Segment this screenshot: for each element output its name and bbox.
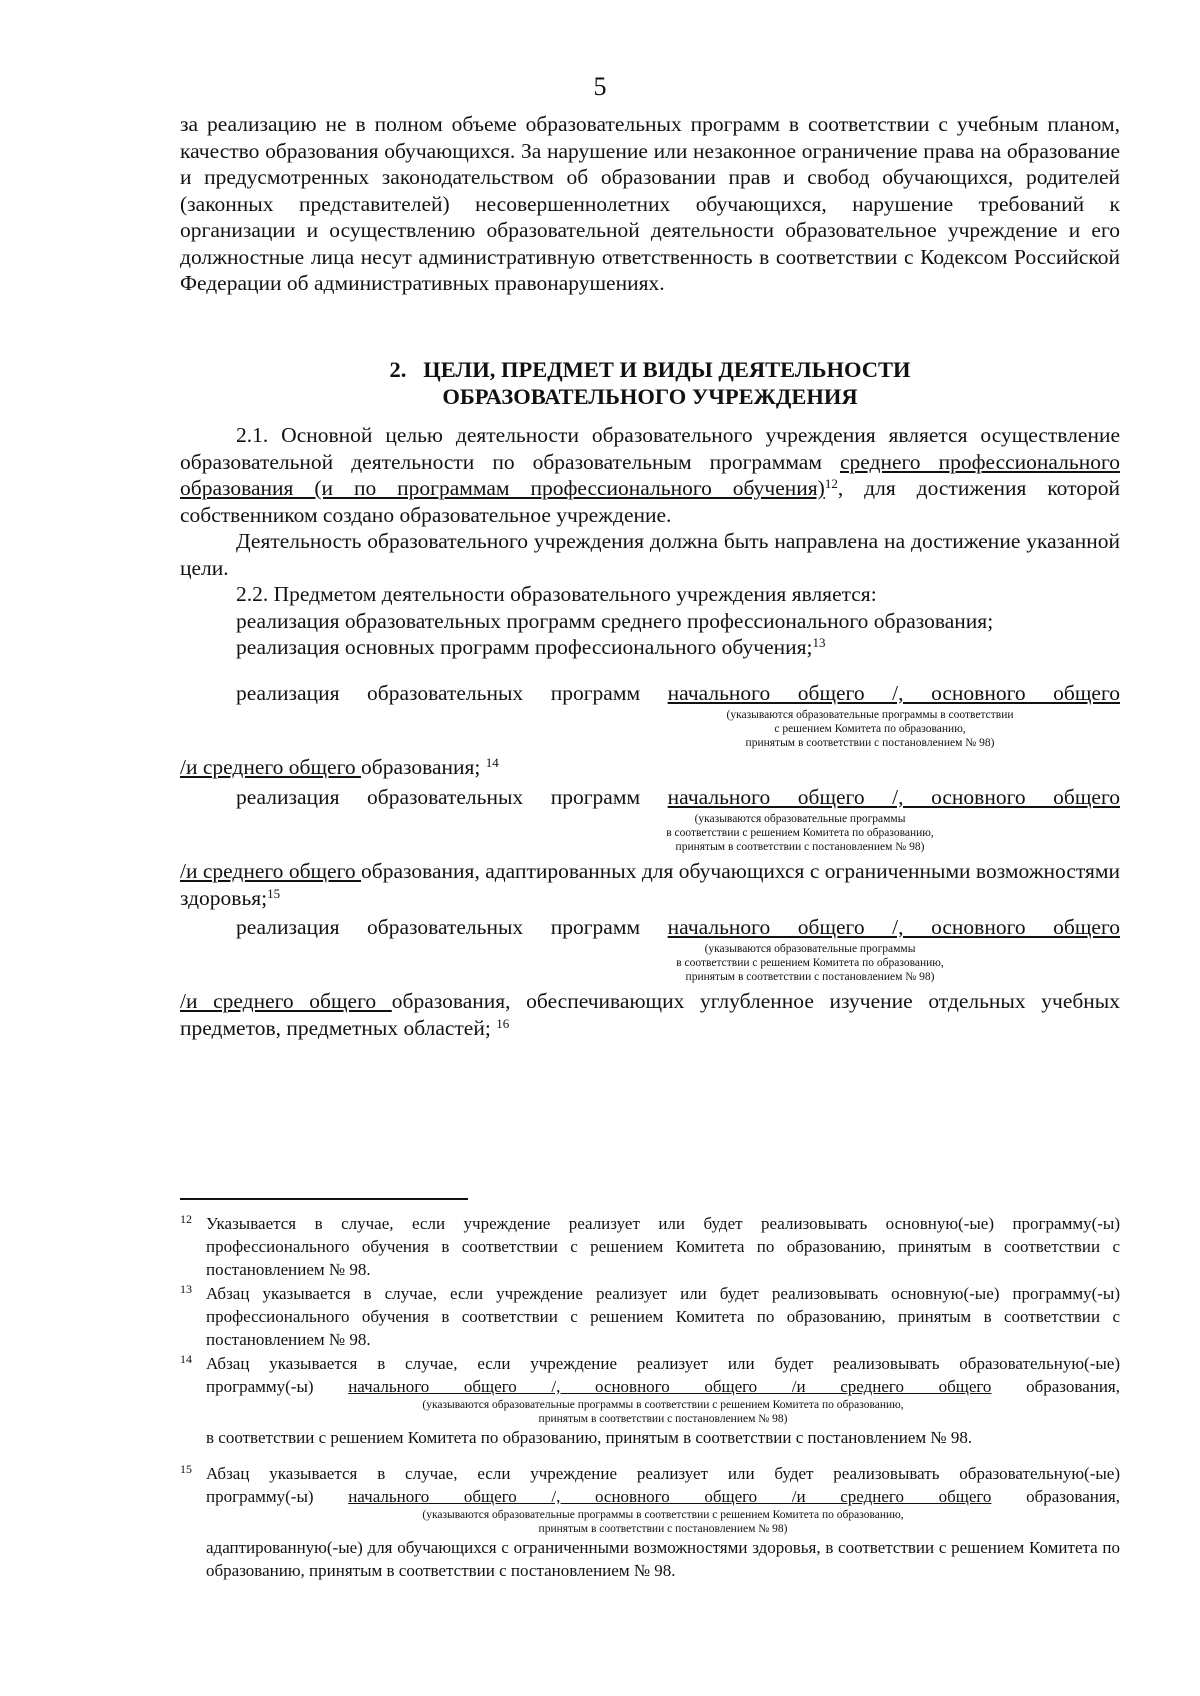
caption-line3: принятым в соответствии с постановлением № 98) (745, 737, 995, 749)
section-title-line1: ЦЕЛИ, ПРЕДМЕТ И ВИДЫ ДЕЯТЕЛЬНОСТИ (423, 357, 911, 382)
item-5-end: образования, обеспечивающих углубленное изучение отдельных учебных предметов, предметных областей; (180, 989, 1121, 1040)
footnote-underlined: начального общего /, основного общего /и среднего общего (348, 1377, 992, 1396)
footnote-prefix: программу(-ы) (206, 1487, 314, 1506)
paragraph-2-1-underlined: среднего профессионального образования (и по программам профессионального обучения) (180, 449, 1120, 500)
footnote-15 (180, 1462, 1120, 1582)
footnote-caption-1: (указываются образовательные программы в соответствии с решением Комитета по образованию, (422, 1509, 904, 1521)
item-4-end: образования, адаптированных для обучающихся с ограниченными возможностями здоровья; (180, 859, 1120, 910)
paragraph-2-1-tail: , для достижения которой собственником создано образовательное учреждение. (180, 476, 1120, 527)
footnote-text: Абзац указывается в случае, если учреждение реализует или будет реализовывать основную(-ые) программу(-ы) профессионального обучения в соответствии с решением Комитета по образованию, принятым в соответствии с постановлением № 98. (206, 1284, 1120, 1349)
footnote-underlined: начального общего /, основного общего /и среднего общего (348, 1487, 992, 1506)
caption-item-3 (620, 708, 1120, 750)
caption-line1: (указываются образовательные программы в соответствии (726, 709, 1014, 721)
list-item-5-line1 (236, 914, 1120, 941)
list-item-3-line2 (180, 754, 1120, 781)
footnote-tail: в соответствии с решением Комитета по образованию, принятым в соответствии с постановлением № 98. (206, 1428, 973, 1447)
caption-item-4 (580, 812, 1020, 854)
caption-line1: (указываются образовательные программы (704, 943, 916, 955)
footnote-suffix: образования, (1026, 1487, 1121, 1506)
program-underlined-2: /и среднего общего (180, 989, 392, 1013)
footnote-program-line (206, 1485, 1120, 1508)
caption-line2: с решением Комитета по образованию, (774, 723, 966, 735)
paragraph-2-1-lead: 2.1. Основной целью деятельности образовательного учреждения является осуществление образовательной деятельности по образовательным программам (180, 423, 1120, 474)
footnote-separator (180, 1198, 468, 1200)
intro-paragraph-block (180, 111, 1120, 297)
footnote-12 (180, 1212, 1120, 1281)
list-item-3-line1 (236, 680, 1120, 707)
footnote-ref-15: 15 (267, 886, 281, 901)
caption-line3: принятым в соответствии с постановлением № 98) (675, 841, 925, 853)
item-3-end: образования; (361, 755, 481, 779)
section-2-1 (180, 422, 1120, 661)
page-number: 5 (593, 72, 607, 101)
footnote-14 (180, 1352, 1120, 1449)
footnote-line1: Абзац указывается в случае, если учреждение реализует или будет реализовывать образовательную(-ые) (206, 1354, 1120, 1373)
footnote-caption-1: (указываются образовательные программы в соответствии с решением Комитета по образованию, (422, 1399, 904, 1411)
list-item-2 (180, 634, 1120, 661)
program-underlined: начального общего /, основного общего (667, 681, 1120, 705)
caption-line1: (указываются образовательные программы (694, 813, 906, 825)
footnote-number: 12 (180, 1212, 192, 1226)
footnote-line1: Абзац указывается в случае, если учреждение реализует или будет реализовывать образовательную(-ые) (206, 1464, 1120, 1483)
program-underlined-2: /и среднего общего (180, 755, 361, 779)
paragraph-2-1 (180, 422, 1120, 528)
footnote-number: 13 (180, 1282, 192, 1296)
intro-paragraph: за реализацию не в полном объеме образовательных программ в соответствии с учебным планом, качество образования обучающихся. За нарушение или незаконное ограничение права на образование и предусмотренных законодательством об образовании прав и свобод обучающихся, родителей (законных представителей) несовершеннолетних обучающихся, нарушение требований к организации и осуществлению образовательной деятельности образовательное учреждение и его должностные лица несут административную ответственность в соответствии с Кодексом Российской Федерации об административных правонарушениях. (180, 112, 1120, 295)
footnote-ref-14: 14 (485, 755, 499, 770)
caption-line3: принятым в соответствии с постановлением № 98) (685, 971, 935, 983)
program-underlined: начального общего /, основного общего (667, 785, 1120, 809)
list-item-4-line1 (236, 784, 1120, 811)
list-item-1: реализация образовательных программ среднего профессионального образования; (236, 608, 994, 633)
footnote-text: Указывается в случае, если учреждение реализует или будет реализовывать основную(-ые) программу(-ы) профессионального обучения в соответствии с решением Комитета по образованию, принятым в соответствии с постановлением № 98. (206, 1214, 1120, 1279)
footnote-number: 14 (180, 1352, 192, 1366)
footnote-caption-2: принятым в соответствии с постановлением № 98) (538, 1523, 788, 1535)
paragraph-2-2: 2.2. Предметом деятельности образовательного учреждения является: (236, 582, 877, 606)
footnote-program-line (206, 1375, 1120, 1398)
program-prefix: реализация образовательных программ (236, 785, 641, 809)
footnote-13 (180, 1282, 1120, 1351)
list-item-5-rest (180, 988, 1120, 1042)
section-title-line2: ОБРАЗОВАТЕЛЬНОГО УЧРЕЖДЕНИЯ (442, 384, 858, 409)
footnote-suffix: образования, (1026, 1377, 1121, 1396)
caption-item-5 (590, 942, 1030, 984)
program-underlined-2: /и среднего общего (180, 859, 362, 883)
footnote-number: 15 (180, 1462, 192, 1476)
footnote-ref-16: 16 (496, 1016, 510, 1031)
footnote-caption-2: принятым в соответствии с постановлением № 98) (538, 1413, 788, 1425)
list-item-2-text: реализация основных программ профессионального обучения; (236, 635, 813, 659)
paragraph-2-1-b: Деятельность образовательного учреждения должна быть направлена на достижение указанной цели. (180, 529, 1120, 580)
section-heading (180, 356, 1120, 410)
program-prefix: реализация образовательных программ (236, 681, 641, 705)
list-item-4-rest (180, 858, 1120, 912)
footnote-prefix: программу(-ы) (206, 1377, 314, 1396)
program-underlined: начального общего /, основного общего (667, 915, 1120, 939)
footnote-ref-12: 12 (824, 476, 838, 491)
caption-line2: в соответствии с решением Комитета по образованию, (666, 827, 934, 839)
footnote-ref-13: 13 (812, 635, 826, 650)
section-number: 2. (389, 357, 407, 382)
program-prefix: реализация образовательных программ (236, 915, 641, 939)
footnote-tail: адаптированную(-ые) для обучающихся с ограниченными возможностями здоровья, в соответствии с решением Комитета по образованию, принятым в соответствии с постановлением № 98. (206, 1538, 1120, 1580)
caption-line2: в соответствии с решением Комитета по образованию, (676, 957, 944, 969)
